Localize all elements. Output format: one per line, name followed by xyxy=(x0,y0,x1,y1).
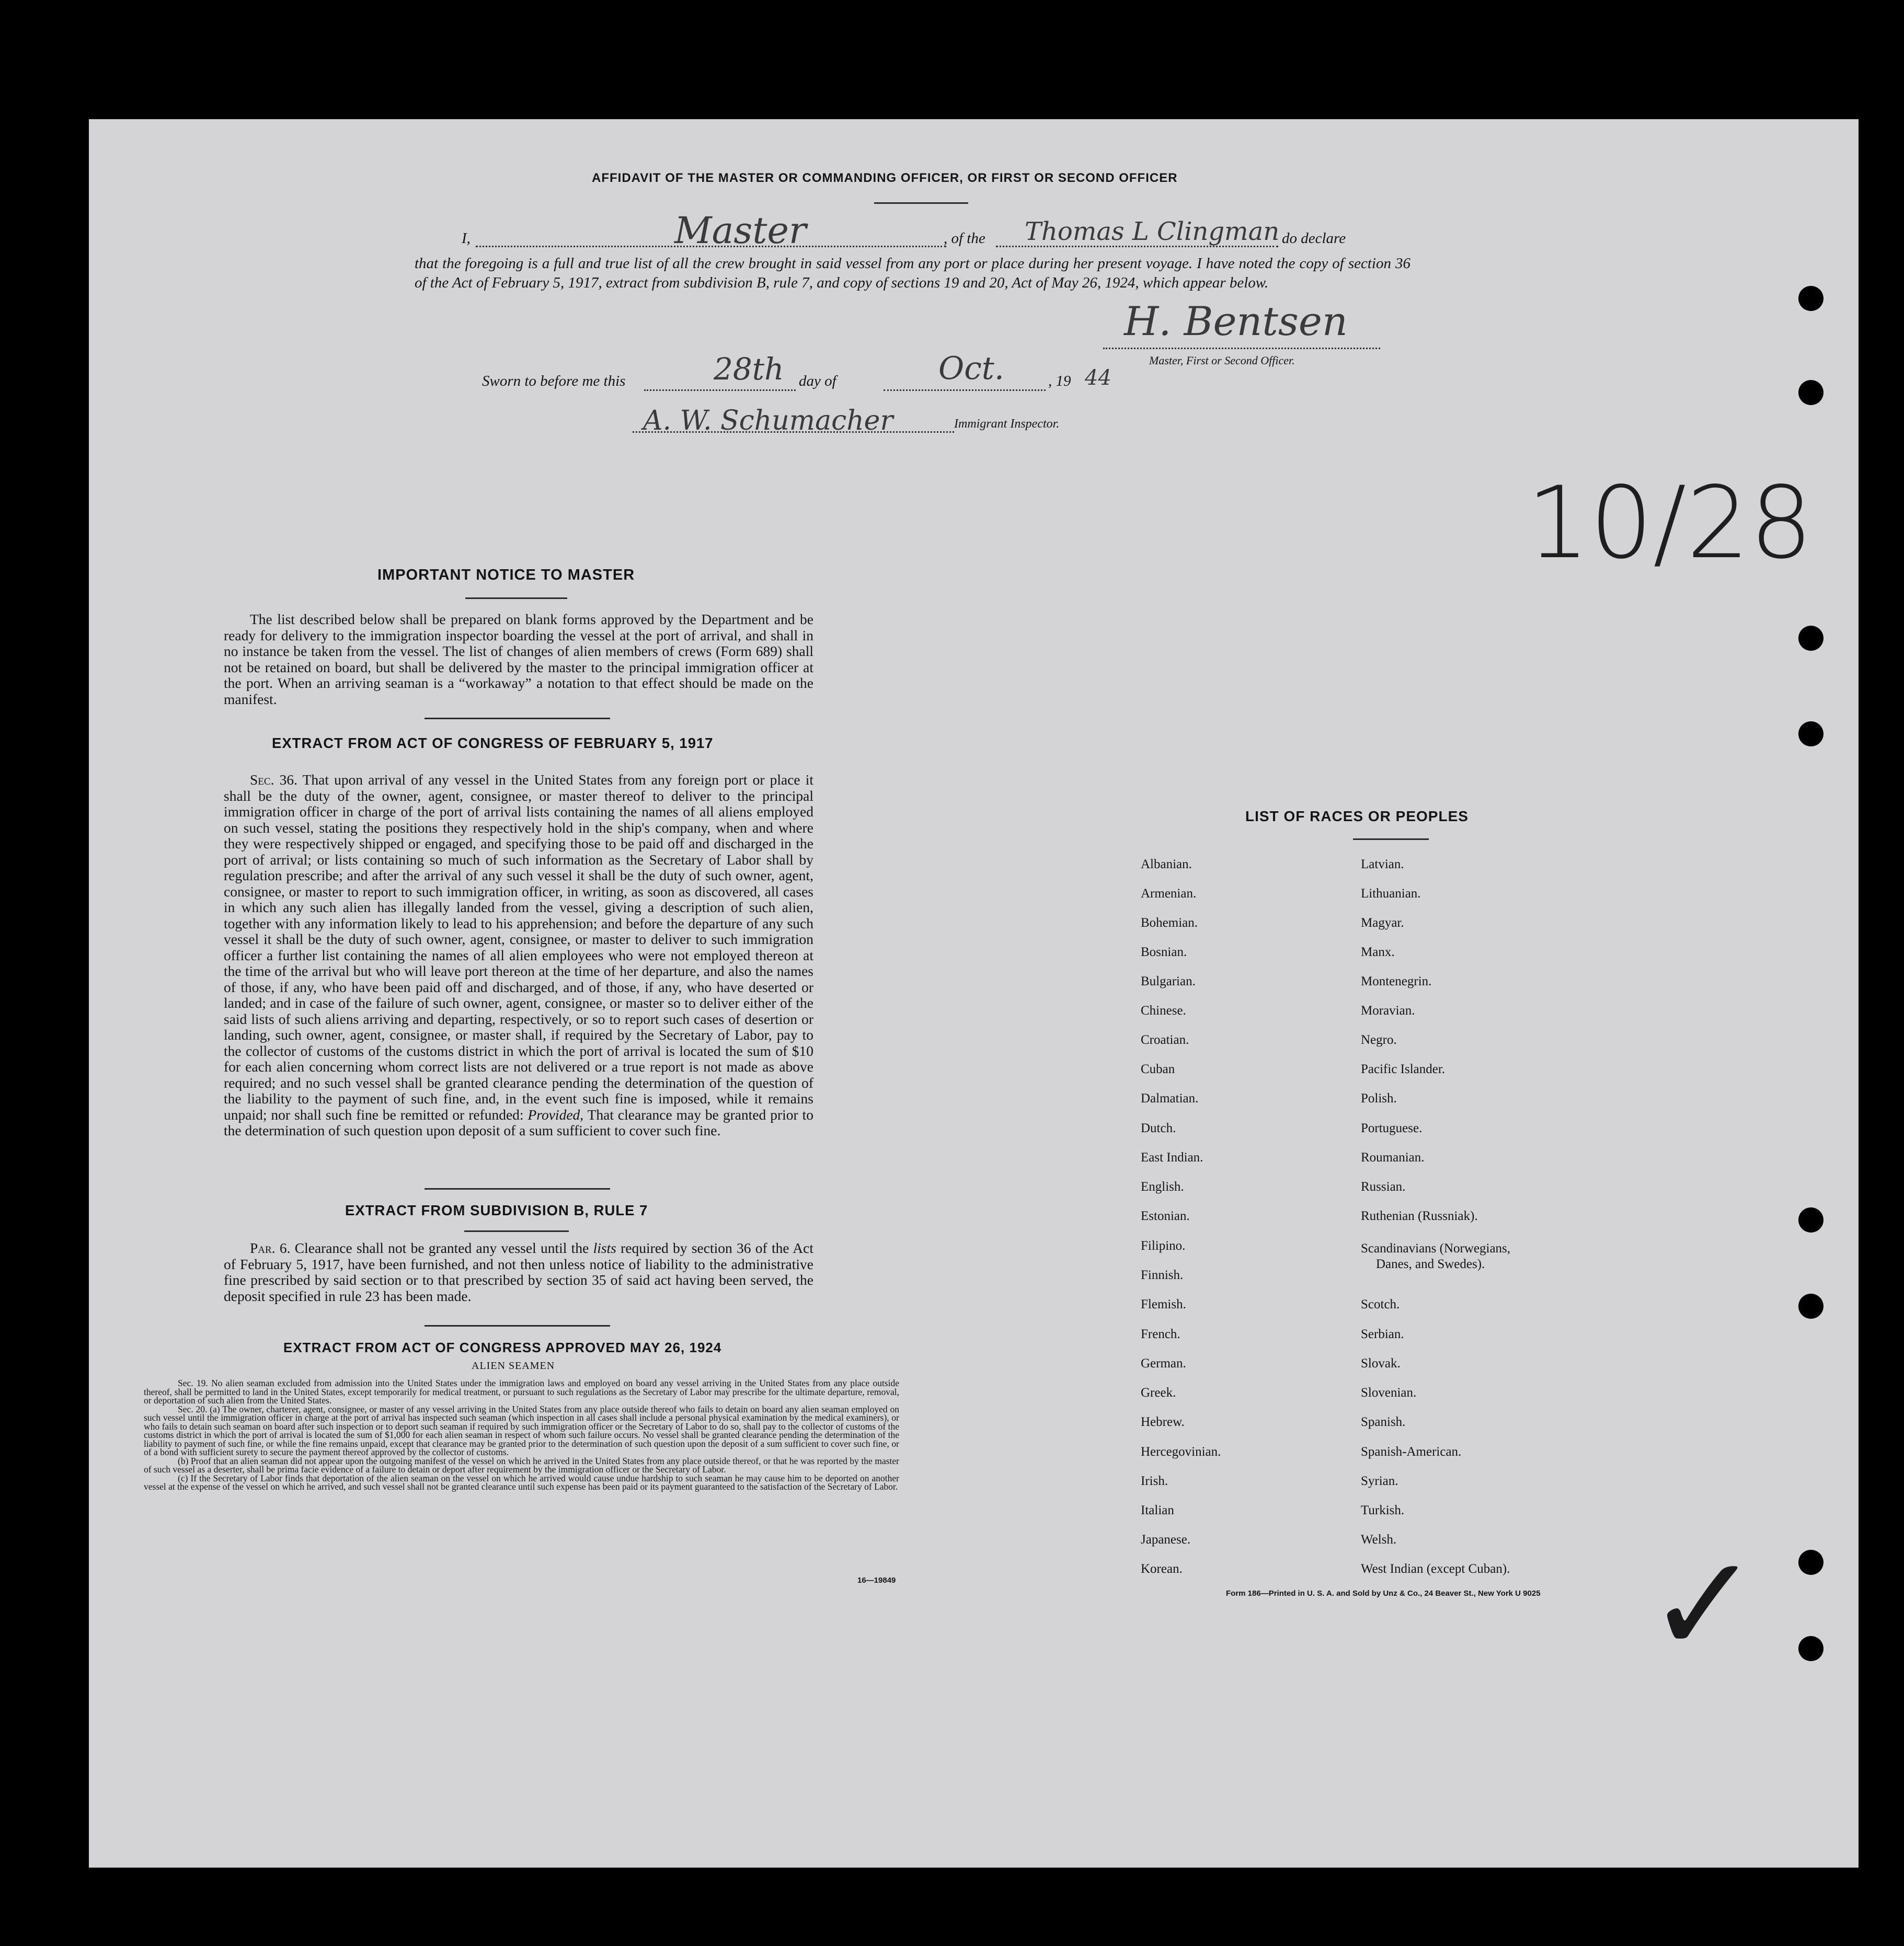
extract-1917-title: EXTRACT FROM ACT OF CONGRESS OF FEBRUARY 5, 1917 xyxy=(272,735,714,751)
paragraph: (b) Proof that an alien seaman did not appear upon the outgoing manifest of the vessel on which he arrived in the United States from any place outside thereof, or that he was reported by the master of such vessel as a deserter, shall be prima facie evidence of a failure to detain or deport after requirement by the immigration officer or the Secretary of Labor. xyxy=(144,1455,899,1475)
race-item: Spanish-American. xyxy=(1361,1445,1462,1459)
extract-1924-body xyxy=(144,1379,899,1491)
paragraph: (c) If the Secretary of Labor finds that deportation of the alien seaman on the vessel on which he arrived would cause undue hardship to such seaman he may cause him to be deported on another vessel at the expense of the vessel on which he arrived, and such vessel shall not be granted clearance until such expense has been paid or its payment guaranteed to the satisfaction of the Secretary of Labor. xyxy=(144,1472,899,1492)
fill-line xyxy=(884,389,1046,391)
race-item: Dalmatian. xyxy=(1141,1091,1199,1106)
signature-caption: Master, First or Second Officer. xyxy=(1149,354,1295,367)
race-item: Manx. xyxy=(1361,945,1395,959)
divider xyxy=(425,1188,610,1190)
race-item: Slovenian. xyxy=(1361,1386,1417,1400)
paragraph: Sec. 19. No alien seaman excluded from admission into the United States under the immigration laws and employed on board any vessel arriving in the United States from any place outside thereof, shall be permitted to land in the United States, except temporarily for medical treatment, or pursuant to such regulations as the Secretary of Labor may prescribe for the ultimate departure, removal, or deportation of such alien from the United States. xyxy=(144,1378,899,1406)
race-item: Finnish. xyxy=(1141,1268,1184,1282)
race-item: Hebrew. xyxy=(1141,1415,1185,1429)
fill-line xyxy=(644,389,796,391)
race-item: English. xyxy=(1141,1180,1184,1194)
divider xyxy=(1353,838,1429,840)
punch-hole xyxy=(1798,1636,1823,1661)
race-item: Negro. xyxy=(1361,1033,1397,1047)
punch-hole xyxy=(1798,380,1823,405)
race-item: East Indian. xyxy=(1141,1150,1203,1165)
extract-1924-title: EXTRACT FROM ACT OF CONGRESS APPROVED MAY 26, 1924 xyxy=(283,1340,722,1355)
punch-hole xyxy=(1798,1294,1823,1319)
rule7-title: EXTRACT FROM SUBDIVISION B, RULE 7 xyxy=(345,1202,648,1218)
punch-hole xyxy=(1798,286,1823,311)
race-item: Syrian. xyxy=(1361,1474,1398,1488)
sworn-year-handwriting: 44 xyxy=(1085,366,1111,390)
rule7-body: Par. 6. Clearance shall not be granted any vessel until the lists required by section 36 of the Act of February 5, 1917, have been furnished, and not then unless notice of liability to the administrative fine prescribed by said section or to that prescribed by section 35 of said act having been served, the deposit specified in rule 23 has been made. xyxy=(224,1240,814,1304)
inspector-caption: Immigrant Inspector. xyxy=(954,417,1060,431)
race-item: Hercegovinian. xyxy=(1141,1445,1221,1459)
race-item: Greek. xyxy=(1141,1386,1176,1400)
divider xyxy=(425,718,610,719)
race-item: Lithuanian. xyxy=(1361,886,1421,901)
race-item: Slovak. xyxy=(1361,1356,1401,1371)
sworn-day-handwriting: 28th xyxy=(714,351,784,387)
divider xyxy=(465,597,567,599)
sworn-month-handwriting: Oct. xyxy=(938,350,1004,387)
divider xyxy=(874,202,968,204)
master-signature: H. Bentsen xyxy=(1124,298,1348,344)
race-item: German. xyxy=(1141,1356,1186,1371)
race-item: Armenian. xyxy=(1141,886,1197,901)
paragraph: Sec. 20. (a) The owner, charterer, agent, consignee, or master of any vessel arriving in the United States from any place outside thereof who fails to detain on board any alien seaman employed on such vessel until the immigration officer in charge at the port of arrival has inspected such seaman (which inspection in all cases shall include a personal physical examination by the medical examiners), or who fails to detain such seaman on board after such inspection or to deport such seaman if required by such immigration officer or the Secretary of Labor to do so, shall pay to the collector of customs of the customs district in which the port of arrival is located the sum of $1,000 for each alien seaman in respect of whom such failure occurs. No vessel shall be granted clearance pending the determination of the liability to payment of such fine, or while the fine remains unpaid, except that clearance may be granted prior to the determination of such question upon the deposit of a sum sufficient to cover such fine, or of a bond with sufficient surety to secure the payment thereof approved by the collector of customs. xyxy=(144,1403,899,1457)
race-item: Spanish. xyxy=(1361,1415,1406,1429)
sworn-mid: day of xyxy=(799,373,836,389)
race-item: Cuban xyxy=(1141,1062,1175,1076)
notice-body: The list described below shall be prepared on blank forms approved by the Department and be ready for delivery to the immigration inspector boarding the vessel at the port of arrival, and shall in no instance be taken from the vessel. The list of changes of alien members of crews (Form 689) shall not be retained on board, but shall be delivered by the master to the principal immigration officer at the port. When an arriving seaman is a “workaway” a notation to that effect should be made on the manifest. xyxy=(224,611,813,707)
race-item: West Indian (except Cuban). xyxy=(1361,1562,1510,1576)
affidavit-body: that the foregoing is a full and true list of all the crew brought in said vessel from any port or place during her present voyage. I have noted the copy of section 36 of the Act of February 5, 1917, extract from subdivision B, rule 7, and copy of sections 19 and 20, Act of May 26, 1924, which appear below. xyxy=(415,255,1410,291)
race-item: Moravian. xyxy=(1361,1004,1415,1018)
punch-hole xyxy=(1798,721,1823,746)
race-item: Danes, and Swedes). xyxy=(1376,1257,1485,1271)
race-item: Magyar. xyxy=(1361,916,1404,930)
extract-1917-body: Sec. 36. That upon arrival of any vessel in the United States from any foreign port or place it shall be the duty of the owner, agent, consignee, or master thereof to deliver to the principal immigration officer in charge of the port of arrival lists containing the names of all aliens employed on such vessel, stating the positions they respectively hold in the ship's company, when and where they were respectively shipped or engaged, and specifying those to be paid off and discharged in the port of arrival; or lists containing so much of such information as the Secretary of Labor shall by regulation prescribe; and after the arrival of any such vessel it shall be the duty of such owner, agent, consignee, or master to report to such immigration officer, in writing, as soon as discovered, all cases in which any such alien has illegally landed from the vessel, giving a description of such alien, together with any information likely to lead to his apprehension; and before the departure of any such vessel it shall be the duty of such owner, agent, consignee, or master to deliver to such immigration officer a further list containing the names of all alien employees who were not employed thereon at the time of the arrival but who will leave port thereon at the time of her departure, and also the names of those, if any, who have been paid off and discharged, and of those, if any, who have deserted or landed; and in case of the failure of such owner, agent, consignee, or master so to deliver either of the said lists of such aliens arriving and departing, respectively, or so to report such cases of desertion or landing, such owner, agent, consignee, or master shall, if required by the Secretary of Labor, pay to the collector of customs of the customs district in which the port of arrival is located the sum of $10 for each alien concerning whom correct lists are not delivered or a true report is not made as above required; and no such vessel shall be granted clearance pending the determination of the question of the liability to the payment of such fine, and, in the event such fine is imposed, while it remains unpaid; nor shall such fine be remitted or refunded: Provided, That clearance may be granted prior to the determination of such question upon deposit of a sum sufficient to cover such fine. xyxy=(224,772,813,1138)
affidavit-prefix: I, xyxy=(462,230,471,247)
check-mark: ✓ xyxy=(1647,1526,1761,1684)
race-item: Roumanian. xyxy=(1361,1150,1425,1165)
race-item: Irish. xyxy=(1141,1474,1168,1488)
affidavit-title: AFFIDAVIT OF THE MASTER OR COMMANDING OFFICER, OR FIRST OR SECOND OFFICER xyxy=(592,171,1178,185)
race-item: Italian xyxy=(1141,1503,1174,1517)
race-item: Dutch. xyxy=(1141,1121,1176,1135)
race-item: Korean. xyxy=(1141,1562,1183,1576)
punch-hole xyxy=(1798,1550,1823,1575)
fill-line xyxy=(1103,348,1380,349)
printer-code: 16—19849 xyxy=(857,1576,896,1585)
sworn-year-prefix: , 19 xyxy=(1048,373,1071,389)
divider xyxy=(464,1230,569,1232)
race-item: Welsh. xyxy=(1361,1533,1397,1547)
race-item: Russian. xyxy=(1361,1180,1406,1194)
punch-hole xyxy=(1798,626,1823,651)
inspector-signature: A. W. Schumacher xyxy=(643,405,893,436)
race-item: Pacific Islander. xyxy=(1361,1062,1446,1076)
race-item: Latvian. xyxy=(1361,857,1404,871)
extract-1924-subtitle: ALIEN SEAMEN xyxy=(472,1360,555,1372)
race-item: Scotch. xyxy=(1361,1297,1400,1311)
form-footer: Form 186—Printed in U. S. A. and Sold by Unz & Co., 24 Beaver St., New York U 9025 xyxy=(1226,1589,1541,1598)
race-item: Croatian. xyxy=(1141,1033,1189,1047)
sworn-prefix: Sworn to before me this xyxy=(482,373,626,389)
race-item: Portuguese. xyxy=(1361,1121,1423,1135)
race-item: Estonian. xyxy=(1141,1209,1190,1223)
race-item: Albanian. xyxy=(1141,857,1192,871)
race-item: Flemish. xyxy=(1141,1297,1186,1311)
race-item: Bosnian. xyxy=(1141,945,1187,959)
race-item: Turkish. xyxy=(1361,1503,1405,1517)
race-item: Chinese. xyxy=(1141,1004,1186,1018)
races-title: LIST OF RACES OR PEOPLES xyxy=(1245,808,1469,824)
race-item: Bohemian. xyxy=(1141,916,1198,930)
race-item: Bulgarian. xyxy=(1141,974,1196,988)
race-item: Ruthenian (Russniak). xyxy=(1361,1209,1478,1223)
race-item: Scandinavians (Norwegians, xyxy=(1361,1241,1511,1256)
punch-hole xyxy=(1798,1207,1823,1233)
affidavit-suffix: do declare xyxy=(1282,230,1346,247)
race-item: Japanese. xyxy=(1141,1533,1191,1547)
master-handwriting: Master xyxy=(674,209,807,252)
race-item: Filipino. xyxy=(1141,1239,1186,1253)
divider xyxy=(425,1325,610,1327)
handwritten-date: 10/28 xyxy=(1527,465,1813,581)
affidavit-mid: , of the xyxy=(944,230,985,247)
race-item: Polish. xyxy=(1361,1091,1397,1106)
race-item: Montenegrin. xyxy=(1361,974,1432,988)
vessel-name-handwriting: Thomas L Clingman xyxy=(1025,217,1280,246)
race-item: French. xyxy=(1141,1327,1180,1341)
notice-title: IMPORTANT NOTICE TO MASTER xyxy=(377,567,635,583)
race-item: Serbian. xyxy=(1361,1327,1404,1341)
